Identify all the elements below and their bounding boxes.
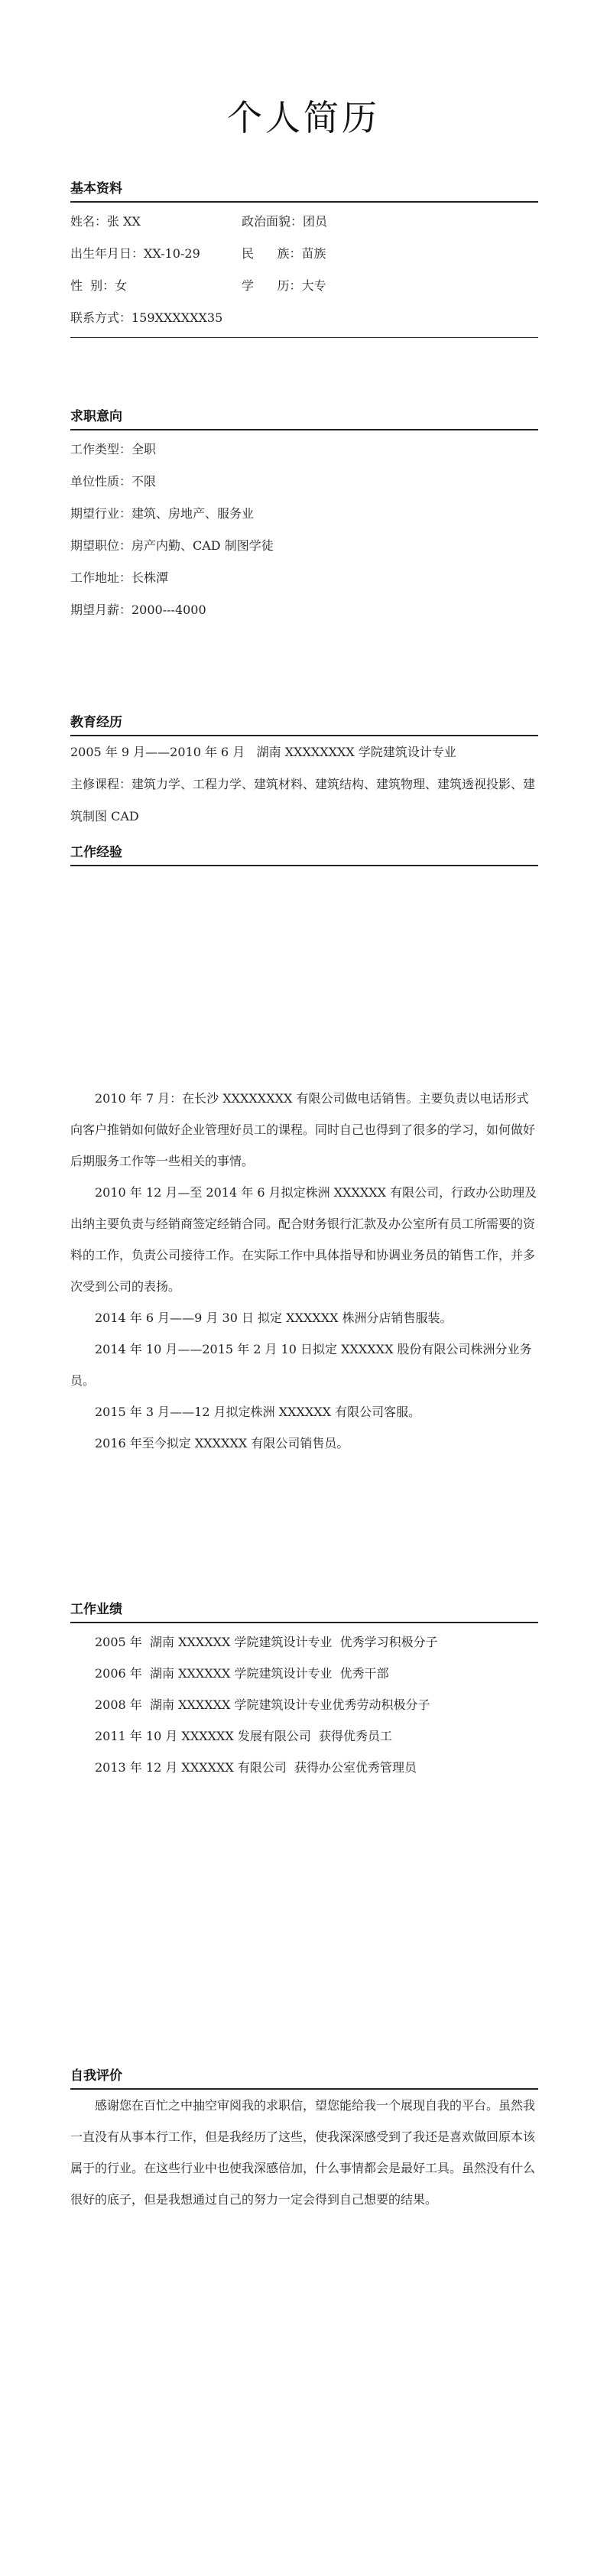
self-evaluation-text: 感谢您在百忙之中抽空审阅我的求职信，望您能给我一个展现自我的平台。虽然我一直没有从事本行工作，但是我经历了这些，使我深深感受到了我还是喜欢做回原本该属于的行业。在这些行业中也使我深感倍加，什么事情都会是最好工具。虽然没有什么很好的底子，但是我想通过自己的努力一定会得到自己想要的结果。 [70,2098,536,2207]
work-entry: 2016 年至今拟定 XXXXXX 有限公司销售员。 [95,1436,349,1450]
self-evaluation-heading: 自我评价 [70,2064,538,2090]
achievements-heading: 工作业绩 [70,1598,538,1623]
intent-item: 工作地址：长株潭 [70,570,169,585]
education-section [70,711,538,833]
work-entry: 2014 年 10 月——2015 年 2 月 10 日拟定 XXXXXX 股份有限公司株洲分业务员。 [70,1342,532,1388]
section-divider [70,337,538,338]
courses-line: 主修课程：建筑力学、工程力学、建筑材料、建筑结构、建筑物理、建筑透视投影、建筑制图 CAD [70,777,536,823]
basic-info-heading: 基本资料 [70,177,538,203]
work-entry: 2010 年 7 月：在长沙 XXXXXXXX 有限公司做电话销售。主要负责以电话形式向客户推销如何做好企业管理好员工的课程。同时自己也得到了很多的学习，如何做好后期服务工作等一些相关的事情。 [70,1091,536,1168]
info-row [70,206,538,238]
job-intent-heading: 求职意向 [70,405,538,430]
intent-item: 工作类型：全职 [70,442,157,456]
achievement-item: 2006 年 湖南 XXXXXX 学院建筑设计专业 优秀干部 [95,1666,389,1681]
work-experience-heading: 工作经验 [70,841,538,866]
info-row [70,238,538,270]
achievement-item: 2013 年 12 月 XXXXXX 有限公司 获得办公室优秀管理员 [95,1760,417,1775]
education-line: 2005 年 9 月——2010 年 6 月 湖南 XXXXXXXX 学院建筑设计专业 [70,745,456,759]
intent-item: 期望行业：建筑、房地产、服务业 [70,506,255,521]
political-field: 政治面貌：团员 [242,214,328,229]
info-row [70,302,538,334]
achievement-item: 2008 年 湖南 XXXXXX 学院建筑设计专业优秀劳动积极分子 [95,1697,430,1712]
work-entry: 2015 年 3 月——12 月拟定株洲 XXXXXX 有限公司客服。 [95,1405,421,1419]
intent-item: 期望职位：房产内勤、CAD 制图学徒 [70,538,274,553]
work-experience-heading-block [70,841,538,866]
work-entry: 2010 年 12 月—至 2014 年 6 月拟定株洲 XXXXXX 有限公司，行政办公助理及出纳主要负责与经销商签定经销合同。配合财务银行汇款及办公室所有员工所需要的资料的工作，负责公司接待工作。在实际工作中具体指导和协调业务员的销售工作，并多次受到公司的表扬。 [70,1185,537,1294]
birth-field: 出生年月日：XX-10-29 [70,246,200,261]
achievement-item: 2011 年 10 月 XXXXXX 发展有限公司 获得优秀员工 [95,1729,393,1743]
intent-item: 期望月薪：2000---4000 [70,603,206,617]
achievement-item: 2005 年 湖南 XXXXXX 学院建筑设计专业 优秀学习积极分子 [95,1635,438,1649]
name-field: 姓名：张 XX [70,214,141,229]
education-level-field: 学 历：大专 [242,278,326,293]
info-row [70,270,538,302]
work-entry: 2014 年 6 月——9 月 30 日 拟定 XXXXXX 株洲分店销售服装。 [95,1311,453,1325]
intent-item: 单位性质：不限 [70,474,157,489]
contact-field: 联系方式：159XXXXXX35 [70,310,223,325]
self-evaluation-section [70,2064,538,2215]
ethnic-field: 民 族：苗族 [242,246,326,261]
work-experience-section [70,1083,538,1459]
basic-info-section [70,177,538,338]
gender-field: 性 别：女 [70,278,128,293]
education-heading: 教育经历 [70,711,538,736]
job-intent-section [70,405,538,626]
achievements-section [70,1598,538,1783]
page-title: 个人简历 [227,97,380,138]
